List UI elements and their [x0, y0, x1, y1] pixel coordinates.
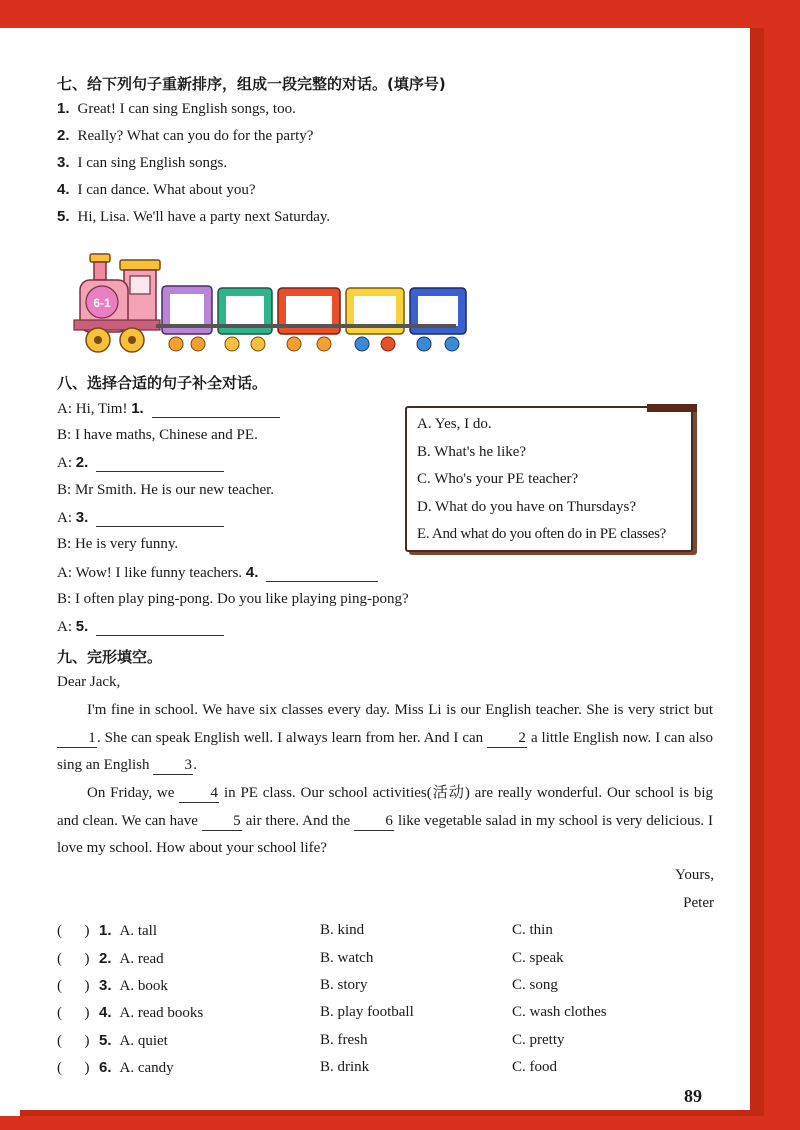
cloze-gap-6[interactable]: 6 [354, 812, 394, 831]
page-number: 89 [684, 1086, 702, 1106]
train-illustration [72, 252, 472, 360]
train-car-green [218, 288, 272, 351]
dialogue-line: A: 5. [57, 618, 224, 636]
dialogue-line: A: 3. [57, 509, 224, 527]
s7-item: 2. Really? What can you do for the party? [57, 127, 314, 144]
dialogue-line: B: Mr Smith. He is our new teacher. [57, 482, 275, 498]
option-a: A. Yes, I do. [417, 416, 492, 432]
section8-title: 八、选择合适的句子补全对话。 [57, 374, 268, 392]
choice-b[interactable]: B. watch [320, 950, 374, 966]
s7-item: 3. I can sing English songs. [57, 154, 228, 171]
option-b: B. What's he like? [417, 444, 527, 460]
s7-item: 5. Hi, Lisa. We'll have a party next Saturday. [57, 208, 331, 225]
page-border-right [764, 0, 800, 1130]
s7-item: 1. Great! I can sing English songs, too. [57, 100, 296, 117]
choice-c[interactable]: C. song [512, 977, 558, 993]
dialogue-line: B: I have maths, Chinese and PE. [57, 427, 258, 443]
options-box-corner [647, 404, 697, 412]
question-row: ( ) 2. A. read [57, 950, 164, 967]
train-car-purple [162, 286, 212, 351]
cloze-gap-5[interactable]: 5 [202, 812, 242, 831]
train-car-blue [410, 288, 466, 351]
choice-c[interactable]: C. pretty [512, 1032, 565, 1048]
answer-blank-4[interactable] [266, 567, 378, 582]
letter-signature: Peter [683, 895, 714, 911]
letter-paragraph-2: On Friday, we 4 in PE class. Our school activities(活动) are really wonderful. Our school is big and clean. We can have 5 air there. And the 6 like vegetable salad in my school is very delicious. I love my school. How about your school life? [57, 785, 714, 856]
answer-blank-2[interactable] [96, 457, 224, 472]
question-row: ( ) 6. A. candy [57, 1059, 174, 1076]
options-box [405, 406, 693, 552]
s7-item: 4. I can dance. What about you? [57, 181, 256, 198]
dialogue-line: A: 2. [57, 454, 224, 472]
answer-blank-5[interactable] [96, 621, 224, 636]
question-row: ( ) 4. A. read books [57, 1004, 204, 1021]
letter-greeting: Dear Jack, [57, 674, 121, 690]
cloze-gap-2[interactable]: 2 [487, 729, 527, 748]
choice-b[interactable]: B. kind [320, 922, 365, 938]
choice-c[interactable]: C. speak [512, 950, 564, 966]
section9-title: 九、完形填空。 [57, 648, 163, 666]
train-label: 6-1 [93, 296, 111, 310]
choice-b[interactable]: B. story [320, 977, 368, 993]
train-car-yellow [346, 288, 404, 351]
page-border-bottom [0, 1116, 800, 1130]
choice-c[interactable]: C. food [512, 1059, 557, 1075]
dialogue-line: B: I often play ping-pong. Do you like playing ping-pong? [57, 591, 409, 607]
choice-b[interactable]: B. play football [320, 1004, 414, 1020]
page-border-bottom-inner [20, 1110, 750, 1116]
dialogue-line: A: Wow! I like funny teachers. 4. [57, 564, 378, 582]
option-e: E. And what do you often do in PE classes? [417, 526, 667, 542]
question-row: ( ) 3. A. book [57, 977, 168, 994]
option-c: C. Who's your PE teacher? [417, 471, 579, 487]
cloze-gap-3[interactable]: 3 [153, 756, 193, 775]
question-row: ( ) 5. A. quiet [57, 1032, 168, 1049]
cloze-gap-4[interactable]: 4 [179, 784, 219, 803]
section7-title: 七、给下列句子重新排序，组成一段完整的对话。(填序号) [57, 75, 446, 93]
dialogue-line: A: Hi, Tim! 1. [57, 400, 280, 418]
choice-c[interactable]: C. thin [512, 922, 553, 938]
letter-closing: Yours, [675, 867, 714, 883]
question-row: ( ) 1. A. tall [57, 922, 158, 939]
train-car-red [278, 288, 340, 351]
locomotive [74, 254, 160, 352]
choice-b[interactable]: B. fresh [320, 1032, 368, 1048]
letter-paragraph-1: I'm fine in school. We have six classes every day. Miss Li is our English teacher. She is very strict but 1. She can speak English well. I always learn from her. And I can 2 a little English now. I can also sing an English 3. [57, 702, 714, 773]
choice-c[interactable]: C. wash clothes [512, 1004, 607, 1020]
answer-blank-3[interactable] [96, 512, 224, 527]
option-d: D. What do you have on Thursdays? [417, 499, 636, 515]
cloze-gap-1[interactable]: 1 [57, 729, 97, 748]
choice-b[interactable]: B. drink [320, 1059, 370, 1075]
answer-blank-1[interactable] [152, 403, 280, 418]
page-border-top [0, 0, 800, 28]
page-border-right-inner [750, 28, 764, 1118]
dialogue-line: B: He is very funny. [57, 536, 179, 552]
